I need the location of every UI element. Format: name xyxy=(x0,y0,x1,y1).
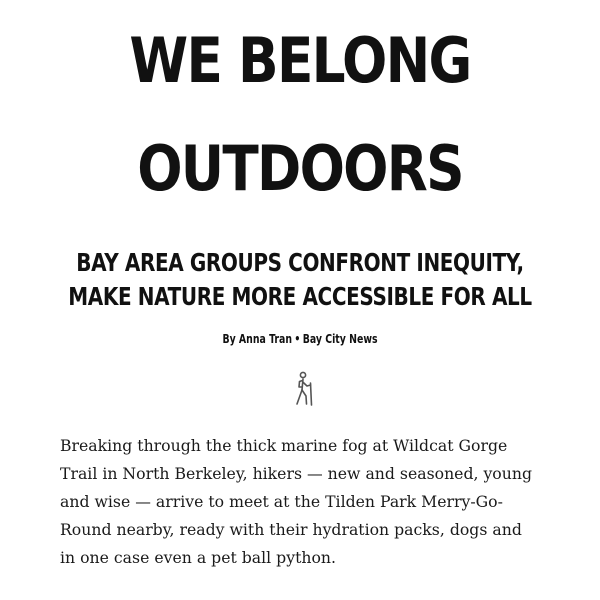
headline-line-1: WE BELONG xyxy=(129,24,471,97)
body-line-5: in one case even a pet ball python. xyxy=(60,548,336,567)
byline-author: By Anna Tran xyxy=(222,332,293,346)
subheadline-line-2: MAKE NATURE MORE ACCESSIBLE FOR ALL xyxy=(68,282,532,311)
article-body xyxy=(60,432,560,572)
byline xyxy=(66,333,534,345)
body-line-4: Round nearby, ready with their hydration packs, dogs and xyxy=(60,520,522,539)
body-line-3: and wise — arrive to meet at the Tilden Park Merry-Go- xyxy=(60,492,503,511)
byline-separator: • xyxy=(294,332,301,346)
body-line-1: Breaking through the thick marine fog at Wildcat Gorge xyxy=(60,436,508,455)
subheadline-line-1: BAY AREA GROUPS CONFRONT INEQUITY, xyxy=(76,248,524,277)
hiker-icon xyxy=(294,371,318,407)
byline-outlet: Bay City News xyxy=(302,332,378,346)
body-line-2: Trail in North Berkeley, hikers — new and seasoned, young xyxy=(60,464,532,483)
headline-line-2: OUTDOORS xyxy=(137,132,463,205)
